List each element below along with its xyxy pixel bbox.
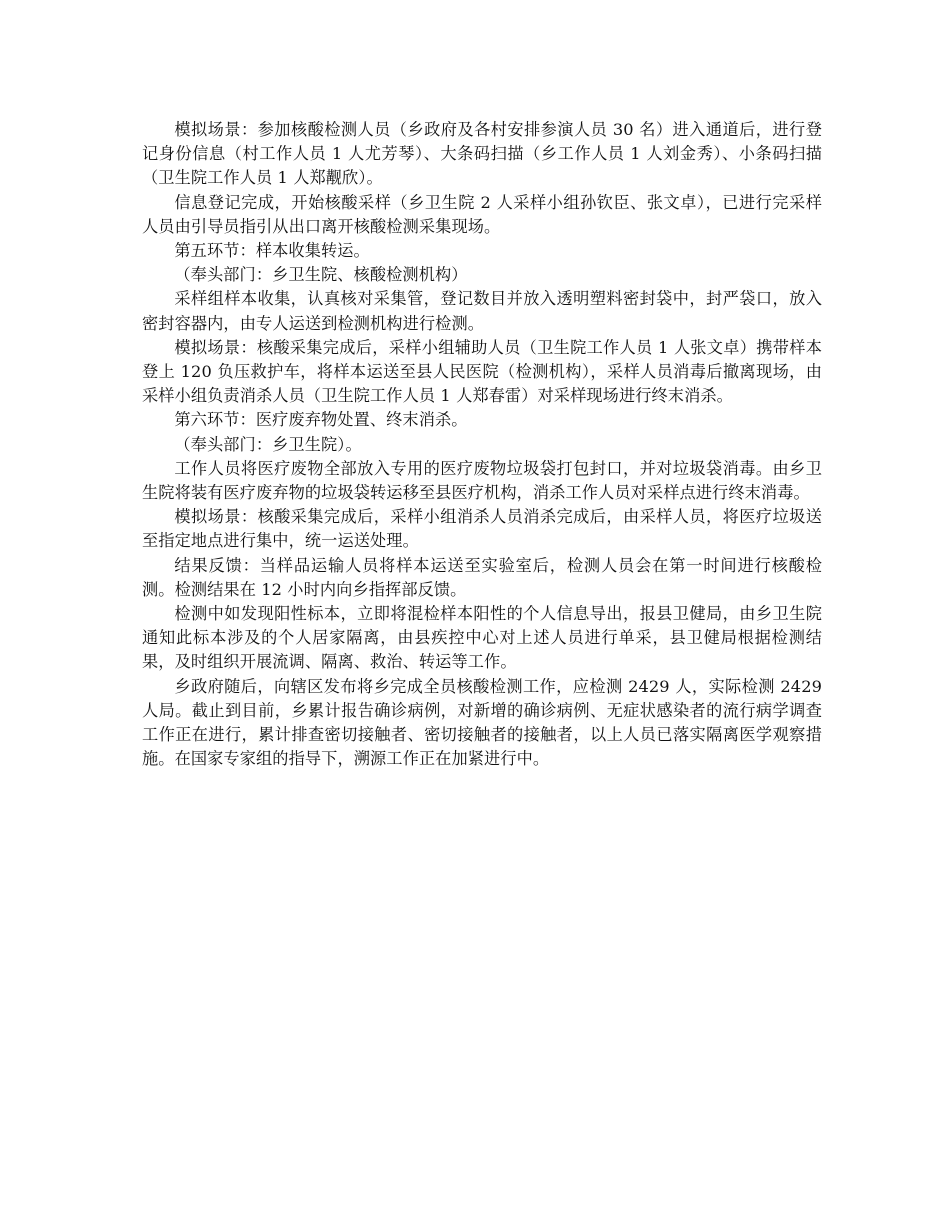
paragraph-result-feedback: 结果反馈：当样品运输人员将样本运送至实验室后，检测人员会在第一时间进行核酸检测。检测结果在 12 小时内向乡指挥部反馈。 [142,555,822,599]
section-heading-6: 第六环节：医疗废弃物处置、终末消杀。 [174,410,468,430]
paragraph-simulation-transport: 模拟场景：核酸采集完成后，采样小组辅助人员（卫生院工作人员 1 人张文卓）携带样本登上 120 负压救护车，将样本运送至县人民医院（检测机构），采样人员消毒后撤离现场，由采样小组负责消杀人员（卫生院工作人员 1 人郑春雷）对采样现场进行终末消杀。 [142,337,822,406]
paragraph-medical-waste: 工作人员将医疗废物全部放入专用的医疗废物垃圾袋打包封口，并对垃圾袋消毒。由乡卫生院将装有医疗废弃物的垃圾袋转运移至县医疗机构，消杀工作人员对采样点进行终末消毒。 [142,458,822,503]
paragraph-sample-collection: 采样组样本收集，认真核对采集管，登记数目并放入透明塑料密封袋中，封严袋口，放入密封容器内，由专人运送到检测机构进行检测。 [142,289,822,333]
paragraph-government-release: 乡政府随后，向辖区发布将乡完成全员核酸检测工作，应检测 2429 人，实际检测 2429 人局。截止到目前，乡累计报告确诊病例，对新增的确诊病例、无症状感染者的流行病学调查工作正在进行，累计排查密切接触者、密切接触者的接触者，以上人员已落实隔离医学观察措施。在国家专家组的指导下，溯源工作正在加紧进行中。 [142,676,822,769]
paragraph-positive-handling: 检测中如发现阳性标本，立即将混检样本阳性的个人信息导出，报县卫健局，由乡卫生院通知此标本涉及的个人居家隔离，由县疾控中心对上述人员进行单采，县卫健局根据检测结果，及时组织开展流调、隔离、救治、转运等工作。 [142,604,822,672]
lead-department-6: （奉头部门：乡卫生院）。 [174,434,362,454]
section-heading-5: 第五环节：样本收集转运。 [174,241,370,261]
paragraph-simulation-waste: 模拟场景：核酸采集完成后，采样小组消杀人员消杀完成后，由采样人员，将医疗垃圾送至指定地点进行集中，统一运送处理。 [142,507,822,551]
paragraph-sampling-start: 信息登记完成，开始核酸采样（乡卫生院 2 人采样小组孙钦臣、张文卓），已进行完采样人员由引导员指引从出口离开核酸检测采集现场。 [142,192,822,236]
paragraph-simulation-registration: 模拟场景：参加核酸检测人员（乡政府及各村安排参演人员 30 名）进入通道后，进行登记身份信息（村工作人员 1 人尤芳琴）、大条码扫描（乡工作人员 1 人刘金秀）、小条码扫描（卫生院工作人员 1 人郑觏欣）。 [142,120,822,188]
lead-department-5: （奉头部门：乡卫生院、核酸检测机构） [174,265,468,285]
document-body [142,118,822,771]
